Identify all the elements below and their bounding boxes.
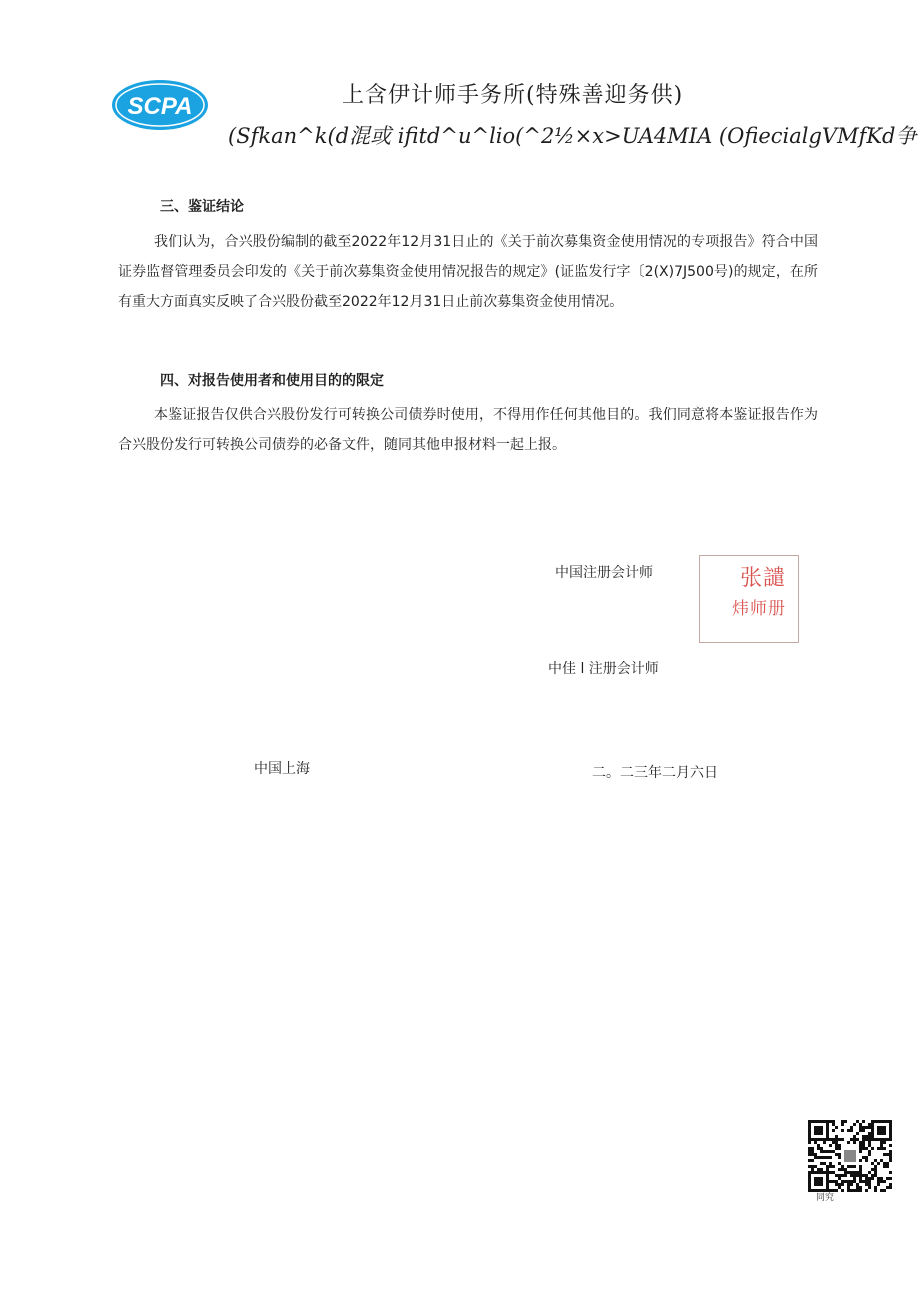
seal-subtitle: 炜师册 [732,599,786,619]
firm-name-en: (Sfkan^k(d混或 ifitd^u^lio(^2½×x>UA4MIA (OfiecialgVMfKd争 [228,124,917,148]
conclusion-paragraph [118,227,818,317]
location: 中国上海 [254,761,310,777]
section-heading-conclusion: 三、鉴证结论 [160,199,244,215]
section-heading-restriction: 四、对报告使用者和使用目的的限定 [160,373,384,389]
cpa-label-1: 中国注册会计师 [555,565,653,581]
scpa-logo [110,78,210,133]
conclusion-text: 我们认为，合兴股份编制的截至2022年12月31日止的《关于前次募集资金使用情况的专项报告》符合中国证券监督管理委员会印发的《关于前次募集资金使用情况报告的规定》(证监发行字〔2(X)7J500号)的规定，在所有重大方面真实反映了合兴股份截至2022年12月31日止前次募集资金使用情况。 [118,234,818,310]
restriction-paragraph [118,400,818,460]
qr-code-icon[interactable] [808,1120,892,1192]
cpa-seal [699,555,799,643]
seal-name: 张譴 [740,566,787,591]
date: 二。二三年二月六日 [592,765,718,781]
cpa-label-2: 中佳 l 注册会计师 [548,661,659,677]
restriction-text: 本鉴证报告仅供合兴股份发行可转换公司债券时使用，不得用作任何其他目的。我们同意将本鉴证报告作为合兴股份发行可转换公司债券的必备文件，随同其他申报材料一起上报。 [118,407,818,453]
qr-caption: 同究 [816,1193,835,1203]
firm-name-cn: 上含伊计师手务所(特殊善迎务供) [342,83,684,108]
logo-text: SCPA [127,93,193,120]
